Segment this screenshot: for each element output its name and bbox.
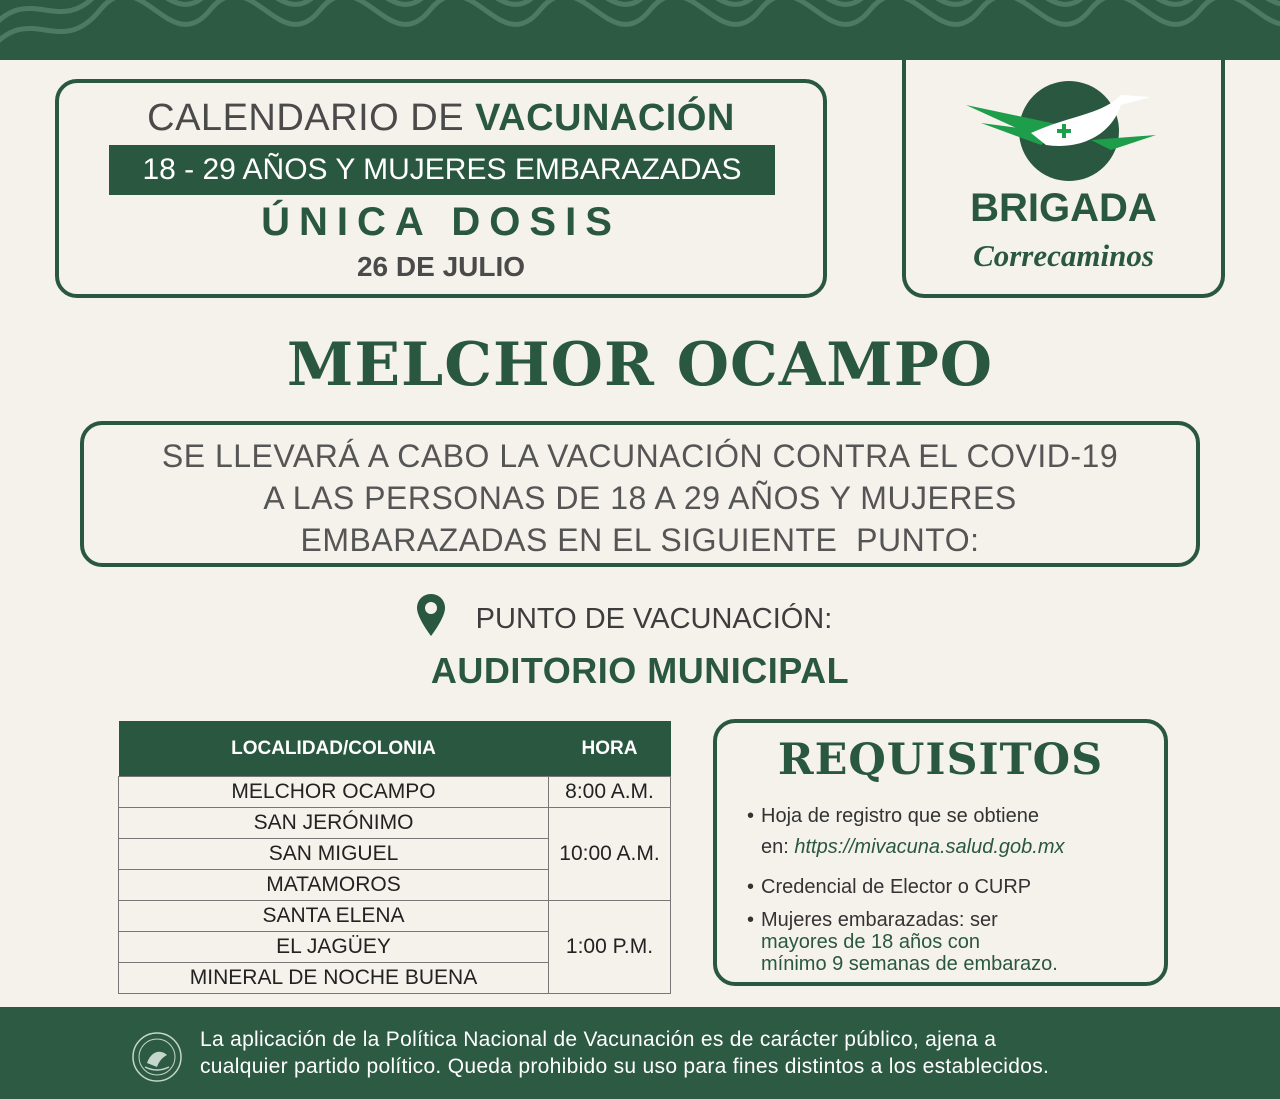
bullet-icon: •	[747, 909, 755, 931]
message-line-1: SE LLEVARÁ A CABO LA VACUNACIÓN CONTRA EL COVID-19	[161, 438, 1119, 474]
vaccination-point-name: AUDITORIO MUNICIPAL	[430, 650, 850, 691]
requirements-box	[713, 719, 1168, 986]
requirements-title: REQUISITOS	[777, 735, 1104, 785]
bullet-icon: •	[747, 805, 755, 827]
dose-label: ÚNICA DOSIS	[261, 200, 621, 244]
bullet-icon: •	[747, 876, 755, 898]
requirement-1-line-1: Hoja de registro que se obtiene	[761, 805, 1039, 827]
table-row	[119, 901, 671, 932]
vaccination-date: 26 DE JULIO	[356, 251, 526, 282]
calendar-title-bold: VACUNACIÓN	[475, 97, 735, 139]
message-line-2: A LAS PERSONAS DE 18 A 29 AÑOS Y MUJERES	[263, 480, 1017, 516]
calendar-title	[59, 97, 823, 140]
requirement-3-line-2: mayores de 18 años con	[761, 931, 981, 953]
locality-cell: SAN JERÓNIMO	[119, 808, 549, 839]
time-cell: 1:00 P.M.	[549, 901, 671, 994]
locality-cell: EL JAGÜEY	[119, 932, 549, 963]
requirement-3-line-1: Mujeres embarazadas: ser	[761, 909, 998, 931]
message-line-3: EMBARAZADAS EN EL SIGUIENTE PUNTO:	[300, 522, 980, 558]
table-row	[119, 777, 671, 808]
table-row	[119, 808, 671, 839]
footer-line-1: La aplicación de la Política Nacional de Vacunación es de carácter público, ajena a	[200, 1028, 997, 1051]
point-label-text: PUNTO DE VACUNACIÓN:	[475, 603, 833, 635]
footer-line-2: cualquier partido político. Queda prohibido su uso para fines distintos a los establecidos.	[200, 1055, 1050, 1078]
locality-cell: MELCHOR OCAMPO	[119, 777, 549, 808]
locality-cell: SAN MIGUEL	[119, 839, 549, 870]
table-header-row	[119, 721, 671, 777]
requirement-1-line-2	[761, 834, 1154, 861]
message-text	[84, 435, 1196, 561]
top-pattern-banner	[0, 0, 1280, 60]
registration-link[interactable]: https://mivacuna.salud.gob.mx	[794, 836, 1065, 858]
brigade-subtitle: Correcaminos	[973, 238, 1154, 273]
message-box	[80, 421, 1200, 567]
calendar-title-prefix: CALENDARIO DE	[147, 97, 465, 139]
municipality-title: MELCHOR OCAMPO	[286, 330, 994, 400]
locality-cell: MATAMOROS	[119, 870, 549, 901]
brigade-box	[902, 60, 1225, 298]
banner-pattern	[0, 0, 1280, 60]
age-group-strip: 18 - 29 AÑOS Y MUJERES EMBARAZADAS	[109, 145, 775, 195]
roadrunner-logo-icon	[961, 75, 1171, 185]
requirement-1-prefix: en:	[761, 836, 789, 858]
requirement-item-2	[747, 874, 1154, 901]
calendar-box	[55, 79, 827, 298]
header-time: HORA	[549, 721, 671, 777]
footer-banner	[0, 1007, 1280, 1099]
footer-disclaimer	[200, 1026, 1049, 1080]
schedule-table	[118, 721, 671, 994]
brigade-name: BRIGADA	[970, 186, 1157, 230]
time-cell: 10:00 A.M.	[549, 808, 671, 901]
vaccination-point-label	[0, 603, 1280, 636]
requirement-3-line-3: mínimo 9 semanas de embarazo.	[761, 953, 1058, 975]
requirement-2-text: Credencial de Elector o CURP	[761, 876, 1032, 898]
locality-cell: SANTA ELENA	[119, 901, 549, 932]
time-cell: 8:00 A.M.	[549, 777, 671, 808]
locality-cell: MINERAL DE NOCHE BUENA	[119, 963, 549, 994]
requirement-item-1	[747, 803, 1154, 861]
requirement-item-3	[747, 909, 1154, 975]
national-seal-icon	[131, 1031, 183, 1083]
header-locality: LOCALIDAD/COLONIA	[119, 721, 549, 777]
